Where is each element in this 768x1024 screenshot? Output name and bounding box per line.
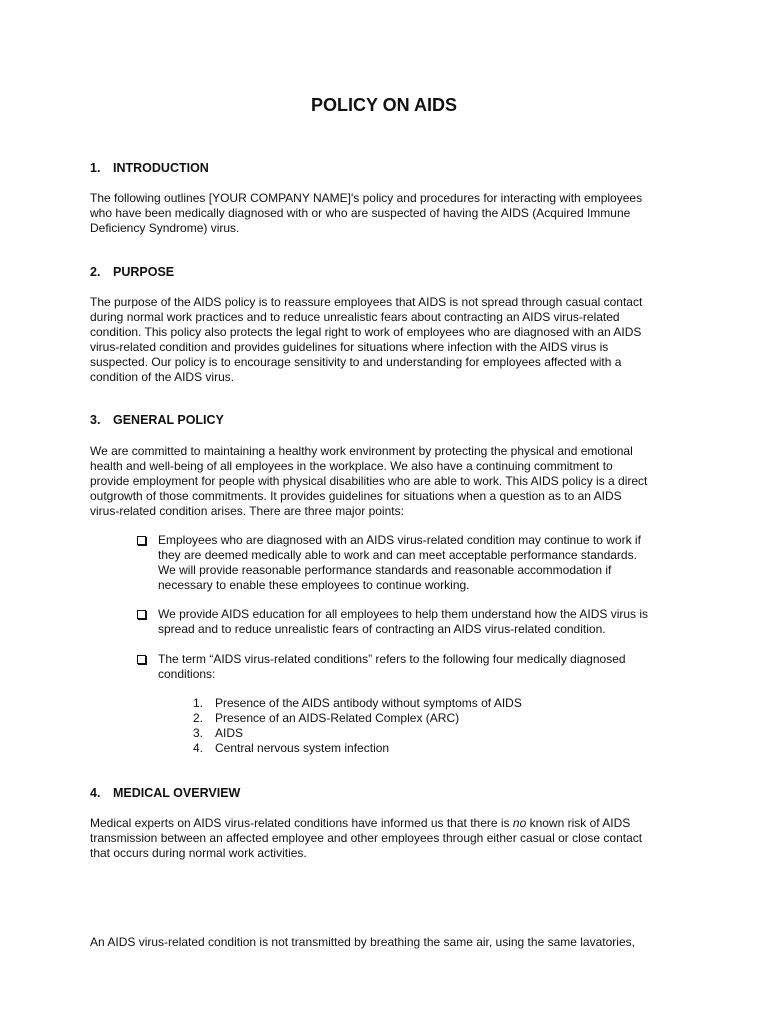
paragraph-line: health and well-being of all employees in the workplace. We also have a continuing commitment to (90, 459, 613, 473)
bullet-line: necessary to enable these employees to continue working. (158, 578, 470, 592)
paragraph-line: An AIDS virus-related condition is not transmitted by breathing the same air, using the same lavatories, (90, 935, 635, 949)
section-heading-purpose (90, 265, 174, 280)
paragraph-line: that occurs during normal work activities. (90, 846, 307, 860)
section-title: GENERAL POLICY (113, 413, 224, 427)
list-text: Central nervous system infection (215, 741, 390, 755)
section-heading-general-policy (90, 413, 224, 428)
list-number: 2. (193, 711, 204, 725)
paragraph-line: provide employment for people with physical disabilities who are able to work. This AIDS policy is a direct (90, 474, 648, 488)
list-text: Presence of the AIDS antibody without symptoms of AIDS (215, 696, 522, 710)
paragraph-line: virus-related condition arises. There are three major points: (90, 504, 404, 518)
bullet-text (158, 607, 648, 637)
paragraph-line: condition of the AIDS virus. (90, 370, 235, 384)
numbered-list-item (193, 696, 593, 711)
paragraph-line: The following outlines [YOUR COMPANY NAME]'s policy and procedures for interacting with employees (90, 191, 643, 205)
line-text: Medical experts on AIDS virus-related conditions have informed us that there is (90, 816, 513, 830)
paragraph-line (90, 816, 690, 831)
bullet-line: they are deemed medically able to work and can meet acceptable performance standards. (158, 548, 637, 562)
continuation-paragraph (90, 935, 690, 950)
list-number: 3. (193, 726, 204, 740)
numbered-list (193, 696, 593, 756)
checkbox-bullet-icon (137, 655, 146, 664)
bullet-text (158, 652, 626, 682)
section-number: 1. (90, 161, 101, 175)
section-number: 2. (90, 265, 101, 279)
line-text: known risk of AIDS (526, 816, 631, 830)
emphasis-text: no (512, 816, 527, 830)
section-title: INTRODUCTION (113, 161, 209, 175)
checkbox-bullet-icon (137, 536, 146, 545)
paragraph-line: virus-related condition and provides guidelines for situations where infection with the AIDS virus is (90, 340, 609, 354)
section-title: MEDICAL OVERVIEW (113, 786, 241, 800)
list-text: Presence of an AIDS-Related Complex (ARC) (215, 711, 460, 725)
bullet-line: We will provide reasonable performance standards and reasonable accommodation if (158, 563, 612, 577)
bullet-line: We provide AIDS education for all employees to help them understand how the AIDS virus is (158, 607, 649, 621)
paragraph-line: outgrowth of those commitments. It provides guidelines for situations when a question as to an AIDS (90, 489, 622, 503)
numbered-list-item (193, 726, 593, 741)
section-number: 3. (90, 413, 101, 427)
document-title: POLICY ON AIDS (310, 95, 458, 115)
section-title: PURPOSE (113, 265, 175, 279)
list-number: 1. (193, 696, 204, 710)
paragraph-line: Deficiency Syndrome) virus. (90, 221, 240, 235)
purpose-paragraph (90, 295, 690, 385)
bullet-line: Employees who are diagnosed with an AIDS virus-related condition may continue to work if (158, 533, 641, 547)
list-text: AIDS (215, 726, 244, 740)
checkbox-bullet-icon (137, 610, 146, 619)
introduction-paragraph (90, 191, 690, 236)
paragraph-line: during normal work practices and to reduce unrealistic fears about contracting an AIDS virus-related (90, 310, 620, 324)
paragraph-line: suspected. Our policy is to encourage sensitivity to and understanding for employees affected with a (90, 355, 622, 369)
general-policy-paragraph (90, 444, 690, 519)
section-number: 4. (90, 786, 101, 800)
paragraph-line: who have been medically diagnosed with or who are suspected of having the AIDS (Acquired Immune (90, 206, 631, 220)
medical-overview-paragraph (90, 816, 690, 861)
bullet-line: conditions: (158, 667, 216, 681)
paragraph-line: The purpose of the AIDS policy is to reassure employees that AIDS is not spread through casual contact (90, 295, 643, 309)
bullet-line: spread and to reduce unrealistic fears of contracting an AIDS virus-related condition. (158, 622, 606, 636)
list-number: 4. (193, 741, 204, 755)
numbered-list-item (193, 741, 593, 756)
section-heading-introduction (90, 161, 209, 176)
numbered-list-item (193, 711, 593, 726)
paragraph-line: We are committed to maintaining a healthy work environment by protecting the physical and emotional (90, 444, 633, 458)
bullet-line: The term “AIDS virus-related conditions” refers to the following four medically diagnosed (158, 652, 626, 666)
paragraph-line: condition. This policy also protects the legal right to work of employees who are diagnosed with an AIDS (90, 325, 642, 339)
paragraph-line: transmission between an affected employee and other employees through either casual or close contact (90, 831, 643, 845)
bullet-text (158, 533, 641, 593)
section-heading-medical-overview (90, 786, 240, 801)
